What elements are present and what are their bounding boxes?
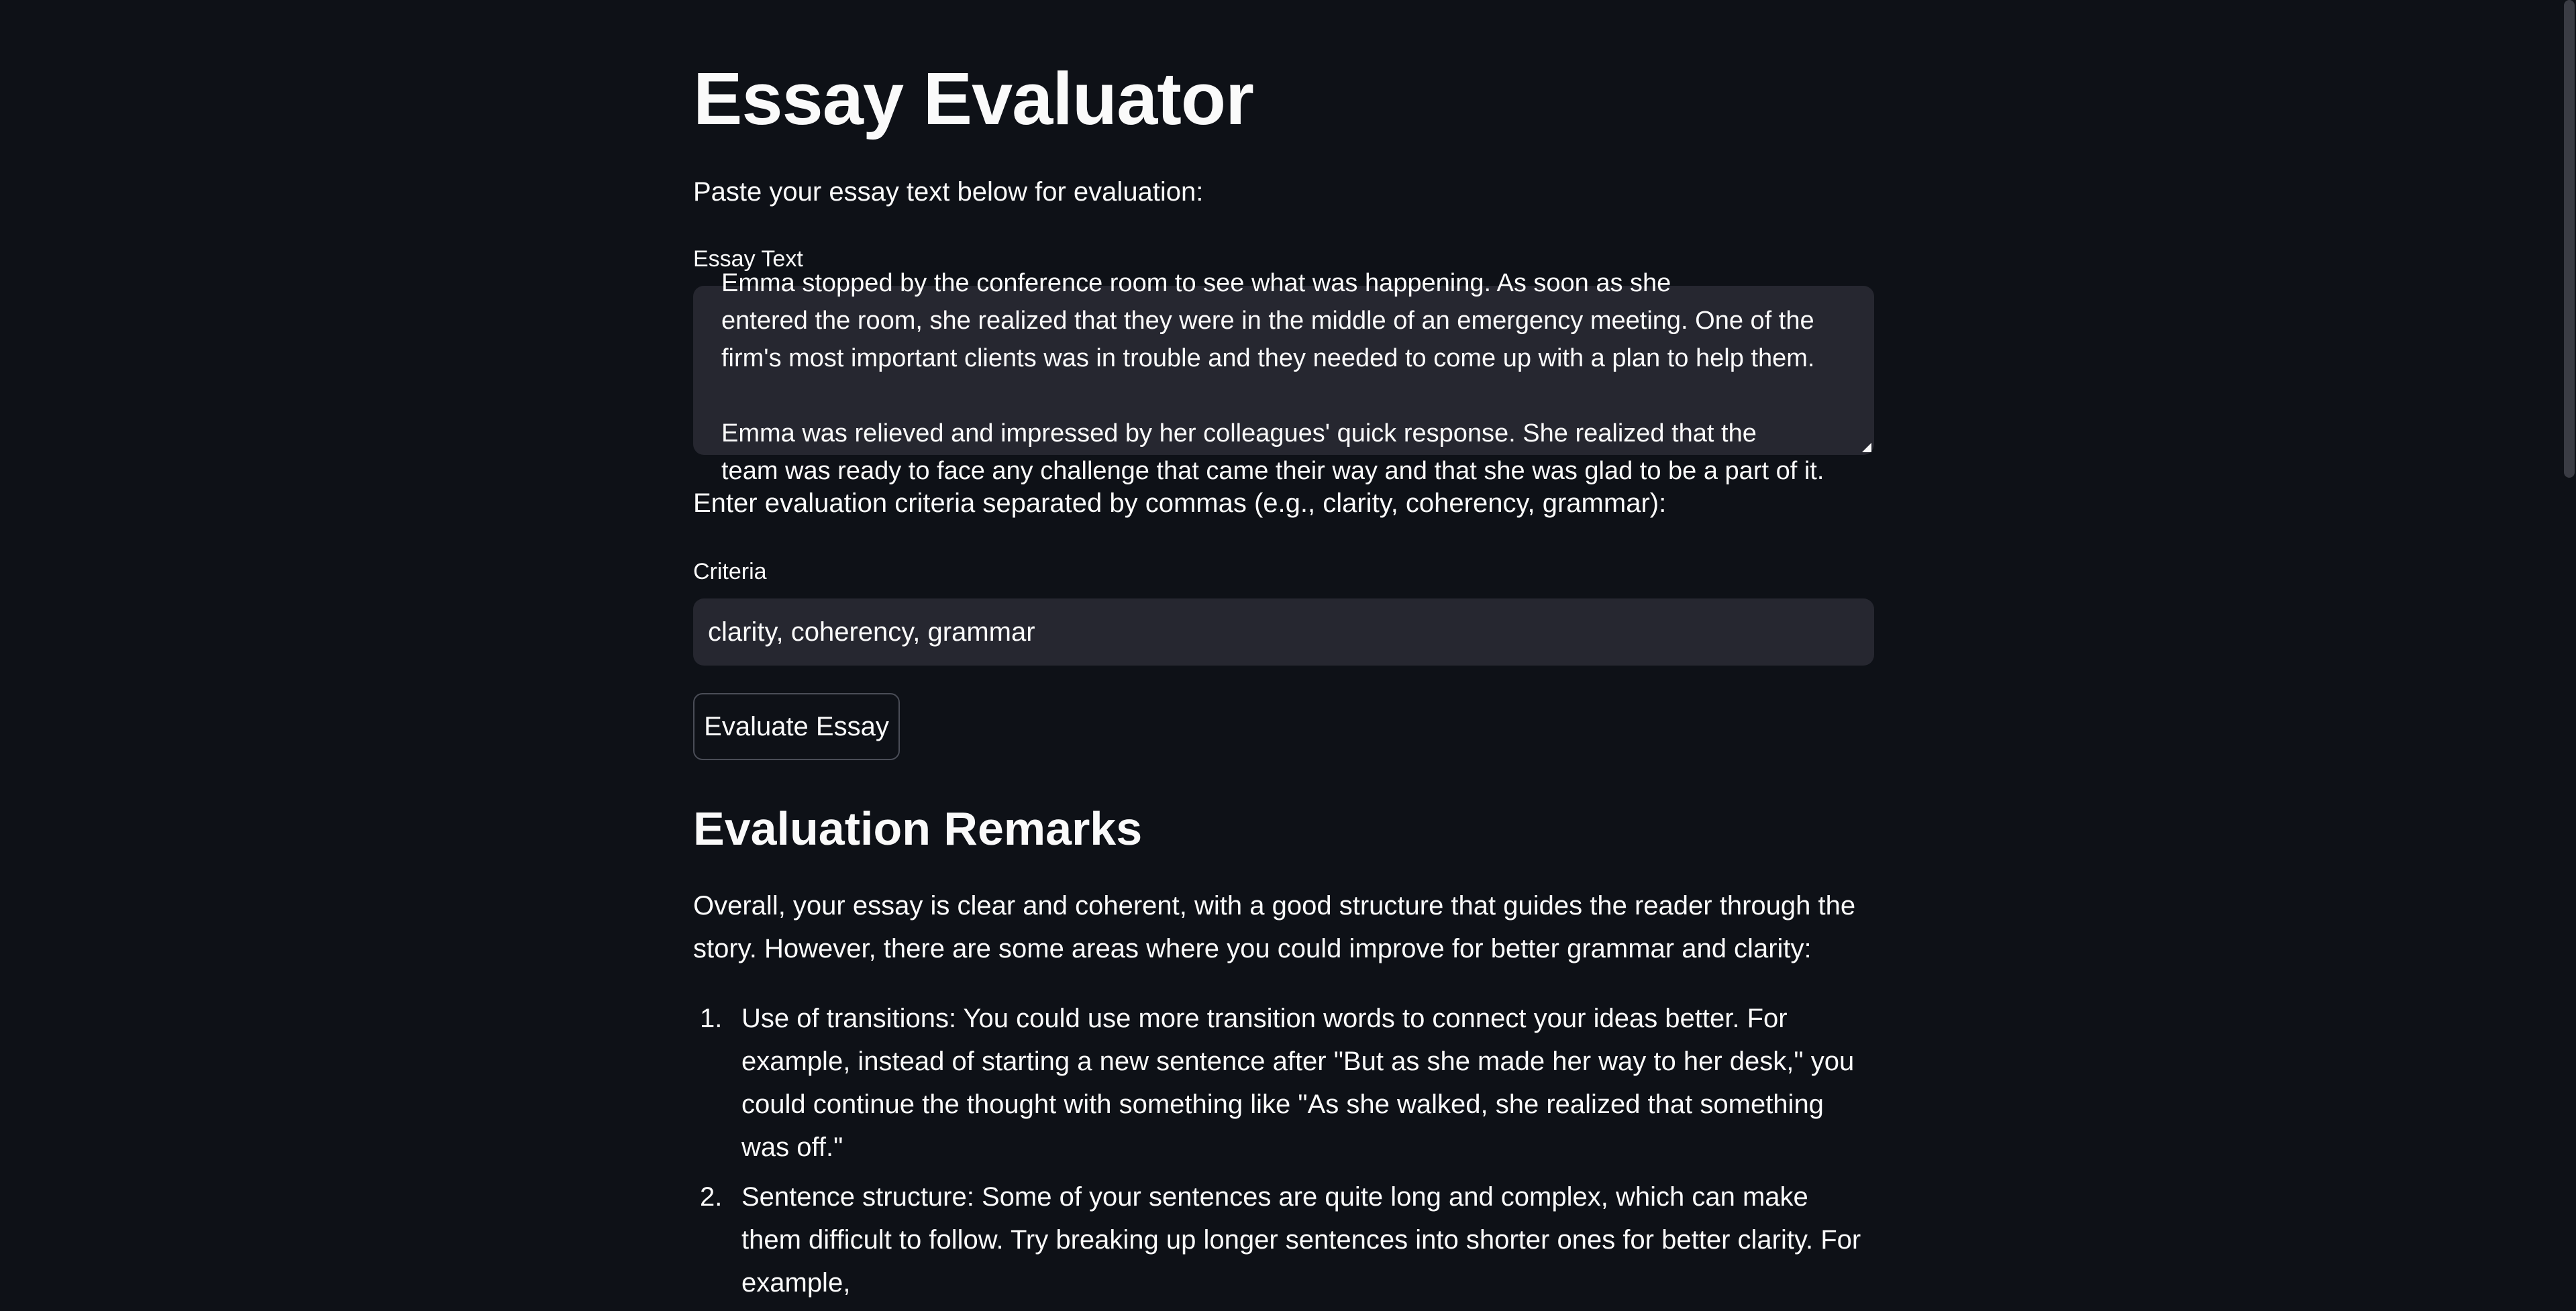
evaluate-essay-button[interactable]: Evaluate Essay <box>693 693 900 760</box>
list-item-text: Sentence structure: Some of your sentences are quite long and complex, which can make them difficult to follow. Try breaking up longer sentences into shorter ones for better clarity. For example, <box>741 1182 1861 1298</box>
criteria-label: Criteria <box>693 559 767 584</box>
list-item-number: 2. <box>700 1182 723 1212</box>
essay-text-label: Essay Text <box>693 246 803 272</box>
list-item-number: 1. <box>700 1004 723 1033</box>
essay-text-content: Emma stopped by the conference room to see what was happening. As soon as she entered the room, she realized that they were in the middle of an emergency meeting. One of the firm's most important clients was in trouble and they needed to come up with a plan to help them. Emma was relieved and impressed by her colleagues' quick response. She realized that the team was ready to face any challenge that came their way and that she was glad to be a part of it. <box>721 269 1824 485</box>
remarks-intro: Overall, your essay is clear and coherent, with a good structure that guides the reader through the story. However, there are some areas where you could improve for better grammar and clarity: <box>693 891 1856 963</box>
intro-text: Paste your essay text below for evaluation: <box>693 177 1204 207</box>
resize-handle-icon[interactable] <box>1862 443 1871 452</box>
scrollbar-thumb[interactable] <box>2564 0 2575 478</box>
remarks-heading: Evaluation Remarks <box>693 802 1143 855</box>
page-scrollbar[interactable] <box>2561 0 2576 1214</box>
list-item <box>693 997 1874 1169</box>
criteria-input[interactable]: clarity, coherency, grammar <box>693 598 1874 666</box>
page-title: Essay Evaluator <box>693 58 1253 140</box>
essay-textarea[interactable] <box>693 269 1874 485</box>
criteria-prompt: Enter evaluation criteria separated by commas (e.g., clarity, coherency, grammar): <box>693 488 1667 518</box>
list-item-text: Use of transitions: You could use more transition words to connect your ideas better. For example, instead of starting a new sentence after "But as she made her way to her desk," you could continue the thought with something like "As she walked, she realized that something was off." <box>741 1004 1855 1162</box>
remarks-list <box>693 997 1874 1311</box>
list-item <box>693 1175 1874 1304</box>
